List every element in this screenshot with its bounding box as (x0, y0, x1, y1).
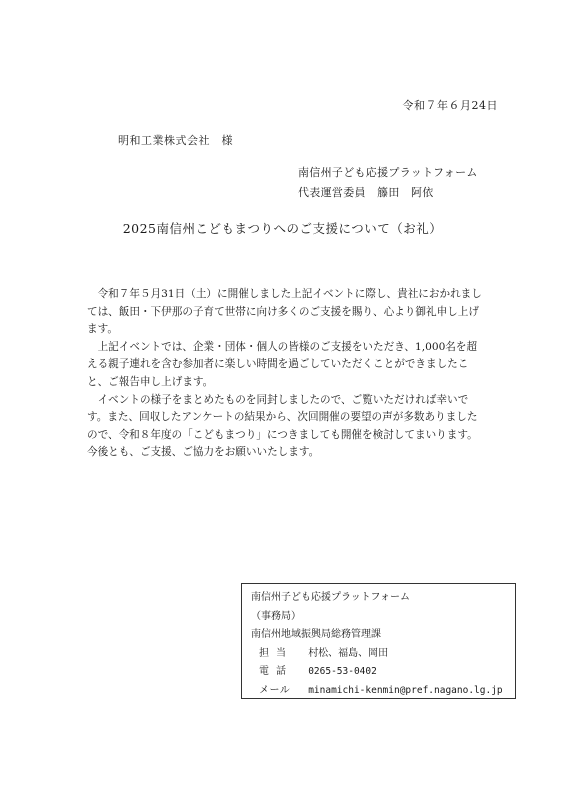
contact-organization: 南信州子ども応援プラットフォーム (251, 592, 410, 603)
contact-box (241, 583, 516, 699)
contact-mail-value[interactable]: minamichi-kenmin@pref.nagano.lg.jp (308, 684, 503, 696)
letter-title: 2025南信州こどもまつりへのご支援について（お礼） (122, 221, 443, 236)
contact-phone-label: 電話 (259, 666, 293, 677)
body-paragraph: イベントの様子をまとめたものを同封しましたので、ご覧いただければ幸いです。また、回収したアンケートの結果から、次回開催の要望の声が多数ありましたので、令和８年度の「こどもまつり」につきましても開催を検討してまいります。今後とも、ご支援、ご協力をお願いいたします。 (87, 393, 478, 459)
contact-phone-value: 0265-53-0402 (308, 666, 377, 677)
contact-person-row (251, 645, 515, 664)
letter-date: 令和７年６月24日 (402, 99, 498, 112)
contact-office: （事務局） (251, 610, 301, 622)
contact-phone-row (251, 663, 515, 682)
sender-block (298, 163, 478, 203)
contact-mail-row (251, 682, 515, 701)
recipient-name: 明和工業株式会社 様 (118, 134, 233, 147)
contact-mail-label: メール (259, 684, 291, 696)
letter-body (87, 286, 482, 462)
contact-person-value: 村松、福島、岡田 (308, 647, 389, 659)
contact-department: 南信州地域振興局総務管理課 (251, 629, 381, 640)
body-paragraph: 令和７年５月31日（土）に開催しました上記イベントに際し、貴社におかれましては、飯田・下伊那の子育て世帯に向け多くのご支援を賜り、心より御礼申し上げます。 (87, 288, 482, 336)
sender-representative: 代表運営委員 籐田 阿依 (298, 186, 434, 199)
contact-person-label: 担当 (259, 647, 293, 659)
sender-organization: 南信州子ども応援プラットフォーム (298, 166, 478, 179)
body-paragraph: 上記イベントでは、企業・団体・個人の皆様のご支援をいただき、1,000名を超える親子連れを含む参加者に楽しい時間を過ごしていただくことができましたこと、ご報告申し上げます。 (87, 340, 478, 388)
